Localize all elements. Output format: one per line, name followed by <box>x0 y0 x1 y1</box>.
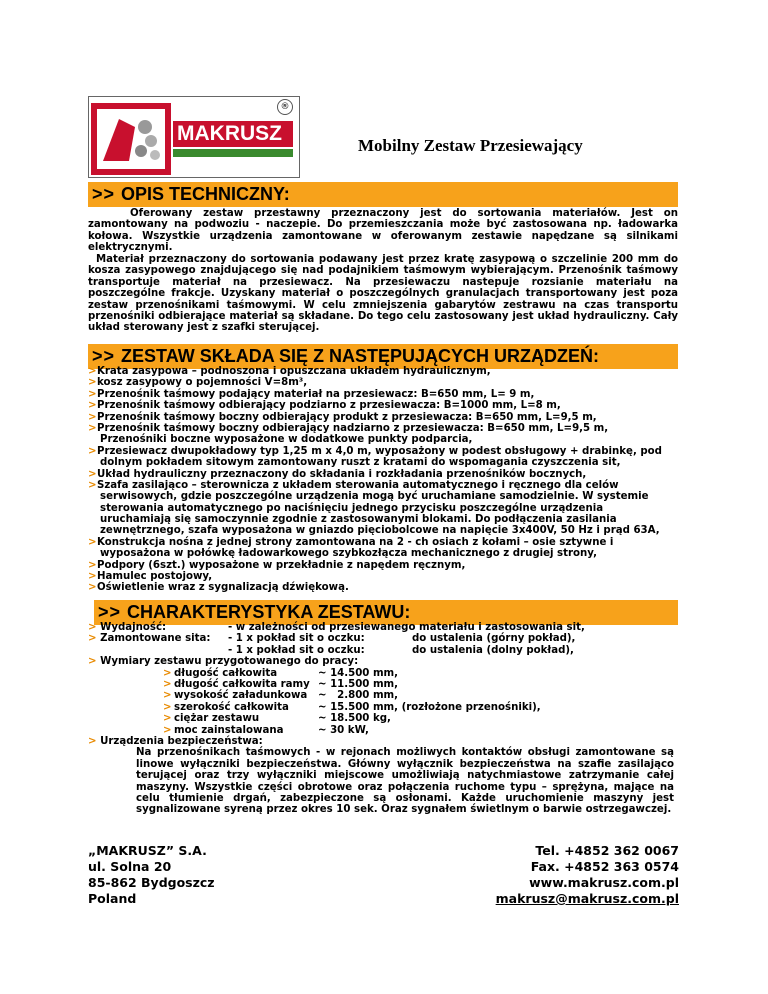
bullet-icon: > <box>88 400 97 412</box>
equipment-list-item <box>88 480 688 491</box>
company-name: „MAKRUSZ” S.A. <box>88 843 207 858</box>
equipment-list-item <box>88 514 688 525</box>
equipment-text: Przenośnik taśmowy odbierający podziarno z przesiewacza: B=1000 mm, L=8 m, <box>97 400 561 412</box>
dimension-row <box>88 702 688 713</box>
bullet-icon: > <box>88 559 97 571</box>
equipment-list-item <box>88 582 688 593</box>
bullet-icon: > <box>88 366 97 377</box>
equipment-text: Przenośnik taśmowy boczny odbierający nadziarno z przesiewacza: B=650 mm, L=9,5 m, <box>97 422 609 434</box>
bullet-icon: > <box>163 713 172 725</box>
dimension-row <box>88 690 688 701</box>
equipment-text: Podpory (6szt.) wyposażone w przekładnie z napędem ręcznym, <box>97 559 466 571</box>
equipment-list-item <box>88 400 688 411</box>
logo-text: MAKRUSZ <box>177 122 282 145</box>
section-header-opis <box>88 182 678 207</box>
dimension-value: ~ 18.500 kg, <box>318 713 391 725</box>
equipment-list-item <box>88 377 688 388</box>
dimension-label: szerokość całkowita <box>174 701 289 713</box>
equipment-text: Szafa zasilająco – sterownicza z układem sterowania automatycznego i ręcznego dla celów <box>97 479 619 491</box>
bullet-icon: > <box>88 445 97 457</box>
opis-paragraph-1 <box>88 208 678 254</box>
dimension-value: ~ 30 kW, <box>318 724 369 736</box>
equipment-text: serwisowych, gdzie poszczególne urządzenia mogą być uruchamiane samodzielnie. W systemie <box>100 491 649 503</box>
website-link[interactable]: www.makrusz.com.pl <box>529 875 679 890</box>
dimension-label: długość całkowita <box>174 667 278 679</box>
bullet-icon: > <box>163 701 172 713</box>
dimension-value: ~ 2.800 mm, <box>318 690 399 702</box>
equipment-list-item <box>88 412 688 423</box>
bullet-icon: > <box>88 388 97 400</box>
equipment-list-item <box>88 389 688 400</box>
bullet-icon: > <box>88 633 97 645</box>
sieve-2: - 1 x pokład sit o oczku: <box>228 644 365 656</box>
spec-label: Zamontowane sita: <box>100 633 211 645</box>
equipment-text: dolnym pokładem sitowym zamontowany ruszt z kratami do wspomagania czyszczenia sit, <box>100 457 621 469</box>
dimension-row <box>88 725 688 736</box>
equipment-text: sterowania automatycznego po naciśnięciu jednego przycisku poszczególne urządzenia <box>100 502 604 514</box>
sieve-2-value: do ustalenia (dolny pokład), <box>412 644 574 656</box>
section-arrow: >> <box>98 602 122 622</box>
spec-wymiary <box>88 656 688 667</box>
section-arrow: >> <box>92 184 116 204</box>
spec-label: Wymiary zestawu przygotowanego do pracy: <box>100 656 359 668</box>
bullet-icon: > <box>88 622 97 633</box>
dimension-label: moc zainstalowana <box>174 724 284 736</box>
city: 85-862 Bydgoszcz <box>88 875 215 890</box>
equipment-text: Przenośnik taśmowy podający materiał na przesiewacz: B=650 mm, L= 9 m, <box>97 388 535 400</box>
equipment-text: Konstrukcja nośna z jednej strony zamontowana na 2 - ch osiach z kołami – osie sztywne i <box>97 536 614 548</box>
equipment-text: Przesiewacz dwupokładowy typ 1,25 m x 4,0 m, wyposażony w podest obsługowy + drabinkę, pod <box>97 445 662 457</box>
bullet-icon: > <box>163 678 172 690</box>
equipment-text: kosz zasypowy o pojemności V=8m³, <box>97 377 308 389</box>
dimension-label: długość całkowita ramy <box>174 678 310 690</box>
dimension-label: ciężar zestawu <box>174 713 260 725</box>
equipment-text: zewnętrznego, szafa wyposażona w gniazdo pięciobolcowe na napięcie 3x400V, 50 Hz i prąd 63A, <box>100 525 660 537</box>
equipment-text: wyposażona w połówkę ładowarkowego szybkozłącza mechanicznego z drugiej strony, <box>100 548 597 560</box>
equipment-list-item <box>88 469 688 480</box>
spec-value: - w zależności od przesiewanego materiału i zastosowania sit, <box>228 622 585 633</box>
registered-mark: ® <box>277 99 293 115</box>
country: Poland <box>88 891 137 906</box>
phone: Tel. +4852 362 0067 <box>535 843 679 858</box>
equipment-text: Oświetlenie wraz z sygnalizacją dźwiękową. <box>97 582 349 594</box>
section-title: ZESTAW SKŁADA SIĘ Z NASTĘPUJĄCYCH URZĄDZEŃ: <box>121 346 600 366</box>
bullet-icon: > <box>88 735 97 747</box>
dimension-value: ~ 14.500 mm, <box>318 667 399 679</box>
spec-label: Urządzenia bezpieczeństwa: <box>100 735 263 747</box>
bullet-icon: > <box>163 690 172 702</box>
equipment-list-item <box>88 366 688 377</box>
equipment-list-item <box>88 548 688 559</box>
equipment-list-item <box>88 571 688 582</box>
spec-wydajnosc <box>88 622 688 633</box>
dimension-row <box>88 713 688 724</box>
sieve-1-value: do ustalenia (górny pokład), <box>412 633 576 645</box>
bullet-icon: > <box>88 411 97 423</box>
spec-sita-2 <box>88 645 688 656</box>
equipment-text: Krata zasypowa – podnoszona i opuszczana układem hydraulicznym, <box>97 366 491 377</box>
dimension-row <box>88 679 688 690</box>
footer-address <box>88 843 215 907</box>
bullet-icon: > <box>88 536 97 548</box>
bullet-icon: > <box>88 377 97 389</box>
opis-paragraph-2 <box>88 254 678 334</box>
equipment-text: Przenośniki boczne wyposażone w dodatkowe punkty podparcia, <box>100 434 473 446</box>
bullet-icon: > <box>88 656 97 668</box>
street: ul. Solna 20 <box>88 859 172 874</box>
company-logo <box>88 96 300 178</box>
bullet-icon: > <box>88 582 97 594</box>
dimension-value: ~ 15.500 mm, (rozłożone przenośniki), <box>318 701 541 713</box>
equipment-list-item <box>88 434 688 445</box>
spec-bezpieczenstwo <box>88 736 688 747</box>
equipment-text: Hamulec postojowy, <box>97 571 213 583</box>
dimension-row <box>88 668 688 679</box>
equipment-list-item <box>88 491 688 502</box>
equipment-list-item <box>88 525 688 536</box>
section-arrow: >> <box>92 346 116 366</box>
opis-text-1: Oferowany zestaw przestawny przeznaczony jest do sortowania materiałów. Jest on zamontowany na podwoziu - naczepie. Do przemieszczania może być zastosowana np. ładowarka kołowa. Wszystkie urządzenia zamontowane w oferowanym zestawie napędzane są silnikami elektrycznymi. <box>88 208 678 254</box>
equipment-list-item <box>88 560 688 571</box>
document-header <box>88 96 678 178</box>
section-title: CHARAKTERYSTYKA ZESTAWU: <box>127 602 411 622</box>
spec-sita <box>88 633 688 644</box>
bullet-icon: > <box>88 468 97 480</box>
equipment-text: Układ hydrauliczny przeznaczony do składania i rozkładania przenośników bocznych, <box>97 468 587 480</box>
equipment-list-item <box>88 457 688 468</box>
spec-label: Wydajność: <box>100 622 167 633</box>
dimension-label: wysokość załadunkowa <box>174 690 308 702</box>
bullet-icon: > <box>88 479 97 491</box>
opis-text-2: Materiał przeznaczony do sortowania podawany jest przez kratę zasypową o szczelinie 200 mm do kosza zasypowego znajdującego się nad podajnikiem taśmowym wybierającym. Przenośnik taśmowy transportuje materiał na przesiewacz. Na przesiewaczu nastepuje rozsianie materiału na poszczególne frakcje. Uzyskany materiał o poszczególnych granulacjach transportowany jest poza zestaw przenośnikami taśmowymi. W celu zmniejszenia gabarytów zestrawu na czas transportu przenośniki odbierające materiał są składane. Do tego celu zastosowany jest układ hydrauliczny. Cały układ sterowany jest z szafki sterującej. <box>88 254 678 334</box>
sieve-1: - 1 x pokład sit o oczku: <box>228 633 365 645</box>
footer-contact <box>440 843 679 907</box>
dimension-value: ~ 11.500 mm, <box>318 678 399 690</box>
equipment-text: Przenośnik taśmowy boczny odbierający produkt z przesiewacza: B=650 mm, L=9,5 m, <box>97 411 597 423</box>
section-title: OPIS TECHNICZNY: <box>121 184 290 204</box>
email-link[interactable]: makrusz@makrusz.com.pl <box>495 891 679 906</box>
bullet-icon: > <box>163 724 172 736</box>
equipment-list <box>88 366 688 594</box>
fax: Fax. +4852 363 0574 <box>530 859 679 874</box>
specs-block <box>88 622 688 816</box>
equipment-list-item <box>88 446 688 457</box>
bullet-icon: > <box>163 667 172 679</box>
dimensions-list <box>88 668 688 736</box>
bullet-icon: > <box>88 422 97 434</box>
bullet-icon: > <box>88 571 97 583</box>
safety-description: Na przenośnikach taśmowych - w rejonach możliwych kontaktów obsługi zamontowane są linowe wyłączniki bezpieczeństwa. Główny wyłącznik bezpieczeństwa na szafie zasilająco terującej oraz trzy wyłączniki miejscowe umożliwiają natychmiastowe zatrzymanie całej maszyny. Wszystkie części obrotowe oraz połączenia ruchome typu – sprężyna, mające na celu tłumienie drgań, zabezpieczone są osłonami. Każde uruchomienie maszyny jest sygnalizowane syreną przez okres 10 sek. Oraz sygnałem świetlnym o barwie ostrzegawczej. <box>136 747 674 816</box>
equipment-list-item <box>88 537 688 548</box>
equipment-list-item <box>88 423 688 434</box>
page-title: Mobilny Zestaw Przesiewający <box>358 136 583 155</box>
equipment-text: uruchamiają się samoczynnie zgodnie z zastosowanymi blokami. Do podłączenia zasilania <box>100 514 617 526</box>
equipment-list-item <box>88 503 688 514</box>
